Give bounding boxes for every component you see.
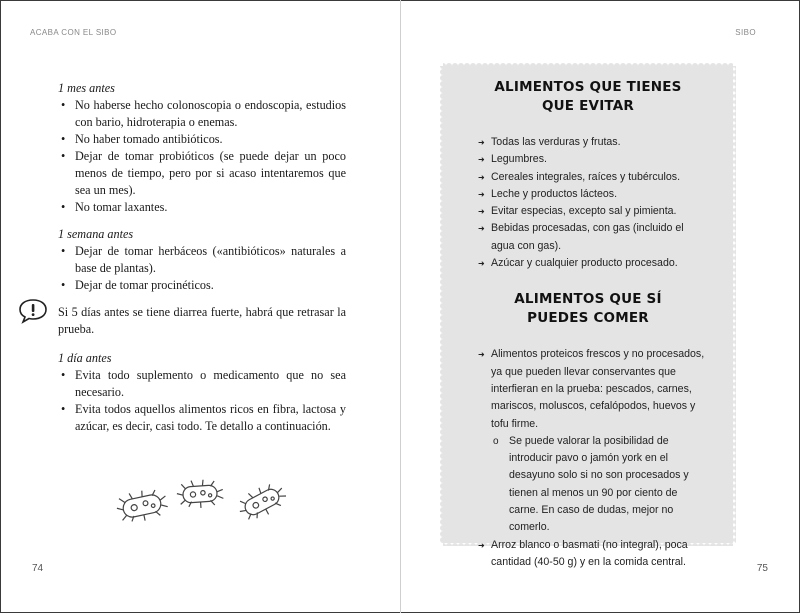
heading-line: PUEDES COMER	[527, 310, 649, 327]
page-number-left: 74	[32, 563, 44, 574]
exclamation-bubble-icon	[18, 298, 48, 324]
list-item: ➜ Legumbres.	[491, 151, 705, 168]
running-header-right: SIBO	[735, 28, 756, 37]
heading-allowed	[443, 290, 733, 328]
list-item: ➜ Azúcar y cualquier producto procesado.	[491, 255, 705, 272]
list-item: ➜ Cereales integrales, raíces y tubérculos.	[491, 169, 705, 186]
list-item: • No haber tomado antibióticos.	[58, 131, 346, 148]
section-title: 1 semana antes	[58, 227, 134, 241]
list-item: • Dejar de tomar procinéticos.	[58, 277, 346, 294]
book-spine	[400, 0, 401, 613]
list-item: • Evita todo suplemento o medicamento que no sea necesario.	[58, 367, 346, 401]
list-item: • No tomar laxantes.	[58, 199, 346, 216]
section-title: 1 mes antes	[58, 81, 115, 95]
list-item: ➜ Alimentos proteicos frescos y no procesados, ya que pueden llevar conservantes que interfieran en la prueba: pescados, carnes, mariscos, moluscos, cefalópodos, huevos y tofu firme.	[491, 346, 705, 432]
list-item: ➜ Todas las verduras y frutas.	[491, 134, 705, 151]
avoid-list	[443, 134, 733, 272]
warning-note	[58, 304, 346, 338]
list-item: • Evita todos aquellos alimentos ricos en fibra, lactosa y azúcar, es decir, casi todo. Te detallo a continuación.	[58, 401, 346, 435]
bacteria-illustration	[112, 476, 292, 526]
list-item: • No haberse hecho colonoscopia o endoscopia, estudios con bario, hidroterapia o enemas.	[58, 97, 346, 131]
heading-avoid	[443, 78, 733, 116]
list-item: ➜ Bebidas procesadas, con gas (incluido el agua con gas).	[491, 220, 705, 255]
section-one-month	[58, 80, 346, 216]
page-number-right: 75	[756, 563, 768, 574]
food-box	[443, 66, 733, 571]
list-item: ➜ Arroz blanco o basmati (no integral), poca cantidad (40-50 g) y en la comida central.	[491, 537, 705, 572]
heading-line: ALIMENTOS QUE TIENES	[494, 79, 682, 95]
list-item: • Dejar de tomar probióticos (se puede dejar un poco menos de tiempo, pero por si acaso intentaremos que sea un mes).	[58, 148, 346, 199]
list-item: • Dejar de tomar herbáceos («antibióticos» naturales a base de plantas).	[58, 243, 346, 277]
section-title: 1 día antes	[58, 351, 112, 365]
running-header-left: ACABA CON EL SIBO	[30, 28, 117, 37]
section-one-day	[58, 350, 346, 435]
heading-line: ALIMENTOS QUE SÍ	[514, 291, 662, 308]
left-page-content	[58, 80, 346, 445]
note-text: Si 5 días antes se tiene diarrea fuerte, habrá que retrasar la prueba.	[58, 305, 346, 336]
heading-line: QUE EVITAR	[541, 98, 635, 114]
list-item: ➜ Evitar especias, excepto sal y pimienta.	[491, 203, 705, 220]
list-item: ➜ Leche y productos lácteos.	[491, 186, 705, 203]
sub-list-item: o Se puede valorar la posibilidad de introducir pavo o jamón york en el desayuno solo si no son procesados y tienen al menos un 90 por ciento de carne. En caso de dudas, mejor no comerlo.	[491, 433, 705, 537]
allowed-list	[443, 346, 733, 571]
section-one-week	[58, 226, 346, 294]
